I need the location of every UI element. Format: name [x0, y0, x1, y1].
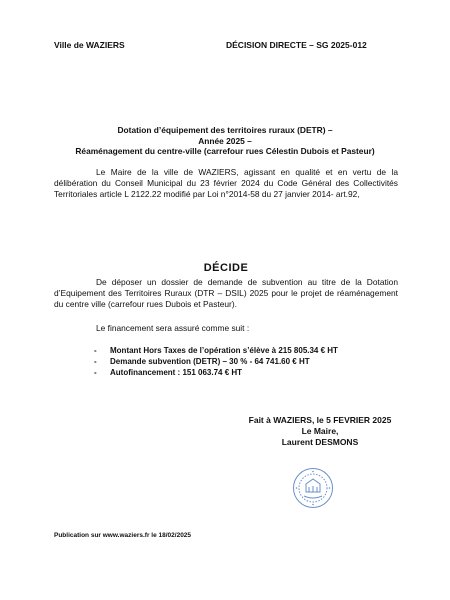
- financing-item-text: Demande subvention (DETR) – 30 % - 64 741.60 € HT: [110, 357, 310, 366]
- signature-name: Laurent DESMONS: [281, 437, 359, 447]
- financing-item: - Demande subvention (DETR) – 30 % - 64 741.60 € HT: [94, 357, 310, 366]
- city-name: Ville de WAZIERS: [54, 40, 125, 50]
- title-line-2: Année 2025 –: [198, 135, 252, 146]
- official-seal-icon: [292, 467, 334, 509]
- signature-place-date: Fait à WAZIERS, le 5 FEVRIER 2025: [248, 415, 392, 425]
- financing-intro: Le financement sera assuré comme suit :: [96, 323, 250, 333]
- financing-list: [94, 345, 338, 378]
- financing-item: - Autofinancement : 151 063.74 € HT: [94, 368, 243, 377]
- intro-paragraph: Le Maire de la ville de WAZIERS, agissant en qualité et en vertu de la délibération du Conseil Municipal du 23 février 2024 du Code Général des Collectivités Territoriales article L 2122.22 modifié par Loi n°2014-58 du 27 janvier 2014- art.92,: [54, 167, 398, 199]
- decision-number: DÉCISION DIRECTE – SG 2025-012: [226, 40, 367, 50]
- financing-item-text: Montant Hors Taxes de l’opération s’élève à 215 805.34 € HT: [110, 346, 338, 355]
- publication-footer: Publication sur www.waziers.fr le 18/02/2025: [54, 532, 192, 539]
- decision-heading: DÉCIDE: [203, 262, 249, 274]
- financing-item: - Montant Hors Taxes de l’opération s’élève à 215 805.34 € HT: [94, 346, 338, 355]
- signature-block: [220, 415, 420, 448]
- decision-body: De déposer un dossier de demande de subvention au titre de la Dotation d’Equipement des Territoires Ruraux (DTR – DSIL) 2025 pour le projet de réaménagement du centre ville (carrefour rues Dubois et Pasteur).: [54, 277, 398, 309]
- document-title: [40, 125, 410, 157]
- title-line-1: Dotation d’équipement des territoires ruraux (DETR) –: [117, 125, 333, 135]
- financing-item-text: Autofinancement : 151 063.74 € HT: [110, 368, 243, 377]
- title-line-3: Réaménagement du centre-ville (carrefour rues Célestin Dubois et Pasteur): [75, 146, 375, 156]
- signature-role: Le Maire,: [301, 426, 339, 436]
